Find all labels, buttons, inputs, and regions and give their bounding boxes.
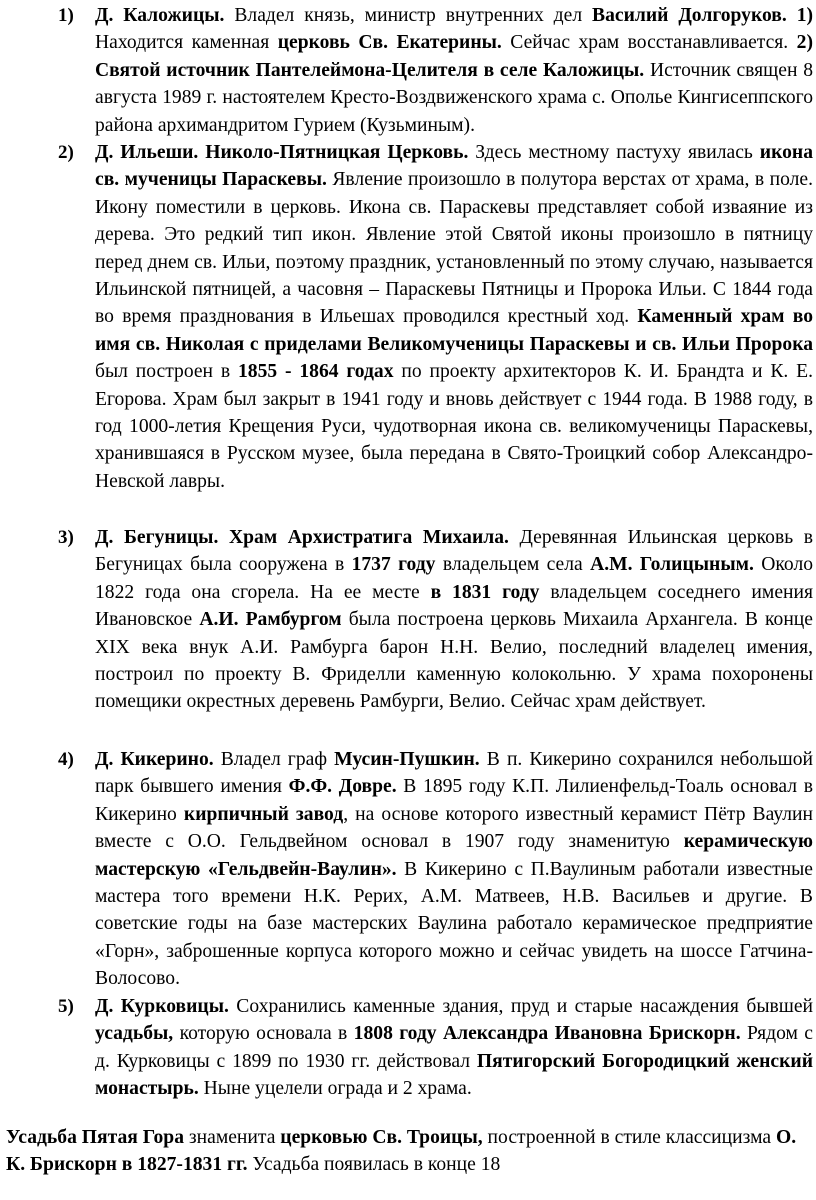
bold-text-run: А.М. Голицыным. [590, 554, 754, 576]
paragraph [95, 139, 813, 495]
text-run: В 1895 году К.П. Лилиенфельд-Тоаль основал в Кикерино [95, 776, 813, 825]
paragraph [95, 2, 813, 139]
text-run [787, 5, 797, 26]
text-run: которую основала в [173, 1023, 354, 1045]
text-run: Источник священ 8 августа 1989 г. настоятелем Кресто-Воздвиженского храма с. Ополье Кингисеппского района архимандритом Гурием (Кузьминым). [95, 59, 814, 136]
bold-text-run: в 1831 году [430, 581, 540, 603]
bold-text-run: 1808 году Александра Ивановна Брискорн. [353, 1023, 741, 1045]
bold-text-run: Д. Ильеши. Николо-Пятницкая Церковь. [95, 142, 469, 163]
text-run: Деревянная Ильинская церковь в Бегуницах была сооружена в [95, 527, 813, 576]
bold-text-run: А.И. Рамбургом [199, 609, 342, 631]
list-number: 4) [58, 749, 74, 770]
text-run: Рядом с д. Курковицы с 1899 по 1930 гг. действовал [95, 1023, 813, 1072]
text-run: Сейчас храм восстанавливается. [501, 32, 797, 54]
text-run: знаменита [184, 1127, 281, 1148]
text-run: владельцем села [435, 554, 591, 576]
list-number: 3) [58, 527, 74, 548]
bold-text-run: Д. Бегуницы. Храм Архистратига Михаила. [95, 527, 509, 548]
paragraph [95, 993, 813, 1103]
text-run: была построена церковь Михаила Архангела. В конце XIX века внук А.И. Рамбурга барон Н.Н. Велио, последний владелец имения, построил по проекту В. Фриделли каменную колокольню. У храма похоронены помещики окрестных деревень Рамбурги, Велио. Сейчас храм действует. [95, 609, 813, 713]
text-run: Владел граф [213, 749, 335, 770]
bold-text-run: Пятигорский Богородицкий женский монастырь. [95, 1050, 813, 1100]
text-run: Находится каменная [95, 32, 278, 54]
bold-text-run: Д. Каложицы. [95, 5, 225, 26]
bold-text-run: Каменный храм во имя св. Николая с приделами Великомученицы Параскевы и св. Ильи Пророка [95, 306, 813, 355]
bold-text-run: 1737 году [351, 554, 436, 576]
text-run: Ныне уцелели ограда и 2 храма. [198, 1078, 472, 1100]
text-run: построенной в стиле классицизма [482, 1127, 776, 1148]
bold-text-run: церковью Св. Троицы, [280, 1127, 483, 1148]
bold-text-run: церковь Св. Екатерины. [277, 32, 502, 54]
bold-text-run: 1855 - 1864 годах [237, 361, 394, 383]
bold-text-run: Д. Кикерино. [95, 749, 214, 770]
list-number: 2) [58, 142, 74, 163]
text-run: Усадьба появилась в конце 18 [247, 1154, 501, 1176]
bold-text-run: усадьбы, [95, 1023, 174, 1045]
bold-text-run: Д. Курковицы. [95, 996, 229, 1017]
text-run: владельцем соседнего имения Ивановское [95, 581, 813, 631]
bold-text-run: 2) Святой источник Пантелеймона-Целителя в селе Каложицы. [95, 32, 813, 81]
text-run: Около 1822 года она сгорела. На ее месте [95, 554, 814, 603]
bold-text-run: икона св. мученицы Параскевы. [95, 142, 813, 191]
text-run: по проекту архитекторов К. И. Брандта и К. Е. Егорова. Храм был закрыт в 1941 году и вновь действует с 1944 года. В 1988 году, в год 1000-летия Крещения Руси, чудотворная икона св. великомученицы Параскевы, хранившаяся в Русском музее, была передана в Свято-Троицкий собор Александро-Невской лавры. [95, 361, 813, 492]
list-number: 1) [58, 5, 74, 26]
text-run: Явление произошло в полутора верстах от храма, в поле. Икону поместили в церковь. Икона св. Параскевы представляет собой изваяние из дерева. Это редкий тип икон. Явление этой Святой иконы произошло в пятницу перед днем св. Ильи, поэтому праздник, установленный по этому случаю, называется Ильинской пятницей, а часовня – Параскевы Пятницы и Пророка Ильи. С 1844 года во время празднования в Ильешах проводился крестный ход. [95, 169, 813, 328]
text-run: Здесь местному пастуху явилась [468, 142, 760, 163]
bold-text-run: Василий Долгоруков. [592, 5, 787, 26]
text-run: В п. Кикерино сохранился небольшой парк бывшего имения [95, 749, 813, 798]
bold-text-run: кирпичный завод [183, 803, 344, 825]
bold-text-run: Мусин-Пушкин. [334, 749, 480, 770]
bold-text-run: керамическую мастерскую «Гельдвейн-Ваулин». [95, 831, 813, 880]
text-run: Сохранились каменные здания, пруд и старые насаждения бывшей [228, 996, 814, 1017]
bold-text-run: Ф.Ф. Довре. [288, 776, 397, 798]
bold-text-run: О. К. Брискорн в 1827-1831 гг. [6, 1127, 797, 1176]
text-run: , на основе которого известный керамист Пётр Ваулин вместе с О.О. Гельдвейном основал в 1907 году знаменитую [95, 803, 814, 853]
paragraph [95, 746, 813, 993]
bold-text-run: 1) [796, 5, 814, 26]
text-run: был построен в [95, 361, 238, 383]
bold-text-run: Усадьба Пятая Гора [6, 1127, 184, 1148]
closing-paragraph [6, 1124, 806, 1179]
text-run: Владел князь, министр внутренних дел [224, 5, 593, 26]
paragraph [95, 524, 813, 716]
text-run: В Кикерино с П.Ваулиным работали известные мастера того времени Н.К. Рерих, А.М. Матвеев, Н.В. Васильев и другие. В советские годы на базе мастерских Ваулина работало керамическое предприятие «Горн», заброшенные корпуса которого можно и сейчас увидеть на шоссе Гатчина-Волосово. [95, 858, 813, 990]
list-number: 5) [58, 996, 74, 1017]
